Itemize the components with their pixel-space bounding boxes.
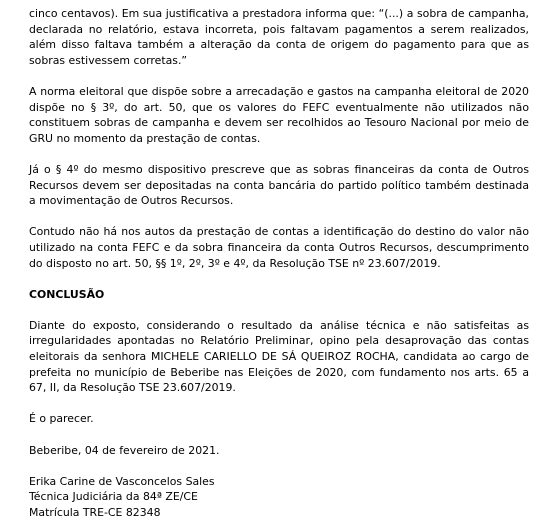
spacer	[29, 458, 529, 474]
spacer	[29, 302, 529, 318]
signatory-registration: Matrícula TRE-CE 82348	[29, 506, 161, 519]
spacer	[29, 68, 529, 84]
signature-block	[29, 474, 529, 521]
closing-statement: É o parecer.	[29, 412, 94, 426]
conclusion-paragraph: Diante do exposto, considerando o resultado da análise técnica e não satisfeitas as irregularidades apontadas no Relatório Preliminar, opino pela desaprovação das contas eleitorais da senhora MICHELE CARIELLO DE SÁ QUEIROZ ROCHA, candidata ao cargo de prefeita no município de Beberibe nas Eleições de 2020, com fundamento nos arts. 65 a 67, II, da Resolução TSE 23.607/2019.	[29, 318, 529, 395]
spacer	[29, 209, 529, 225]
conclusion-heading: CONCLUSÃO	[29, 287, 105, 301]
spacer	[29, 271, 529, 287]
paragraph-fefc-norm: A norma eleitoral que dispõe sobre a arrecadação e gastos na campanha eleitoral de 2020 dispõe no § 3º, do art. 50, que os valores do FEFC eventualmente não utilizados não constituem sobras de campanha e devem ser recolhidos ao Tesouro Nacional por meio de GRU no momento da prestação de contas.	[29, 84, 529, 145]
signatory-name: Erika Carine de Vasconcelos Sales	[29, 474, 215, 488]
spacer	[29, 427, 529, 443]
spacer	[29, 146, 529, 162]
document-page	[29, 6, 529, 521]
paragraph-justification-quote: cinco centavos). Em sua justificativa a prestadora informa que: “(...) a sobra de campanha, declarada no relatório, estava incorreta, pois faltavam pagamentos a serem realizados, além disso faltava também a alteração da conta de origem do pagamento para que as sobras estivessem corretas.”	[29, 7, 529, 67]
spacer	[29, 396, 529, 412]
paragraph-other-resources: Já o § 4º do mesmo dispositivo prescreve que as sobras financeiras da conta de Outros Recursos devem ser depositadas na conta bancária do partido político também destinada a movimentação de Outros Recursos.	[29, 162, 529, 208]
signatory-role: Técnica Judiciária da 84ª ZE/CE	[29, 490, 198, 504]
place-date: Beberibe, 04 de fevereiro de 2021.	[29, 443, 220, 457]
paragraph-missing-destination: Contudo não há nos autos da prestação de contas a identificação do destino do valor não utilizado na conta FEFC e da sobra financeira da conta Outros Recursos, descumprimento do disposto no art. 50, §§ 1º, 2º, 3º e 4º, da Resolução TSE nº 23.607/2019.	[29, 225, 529, 270]
